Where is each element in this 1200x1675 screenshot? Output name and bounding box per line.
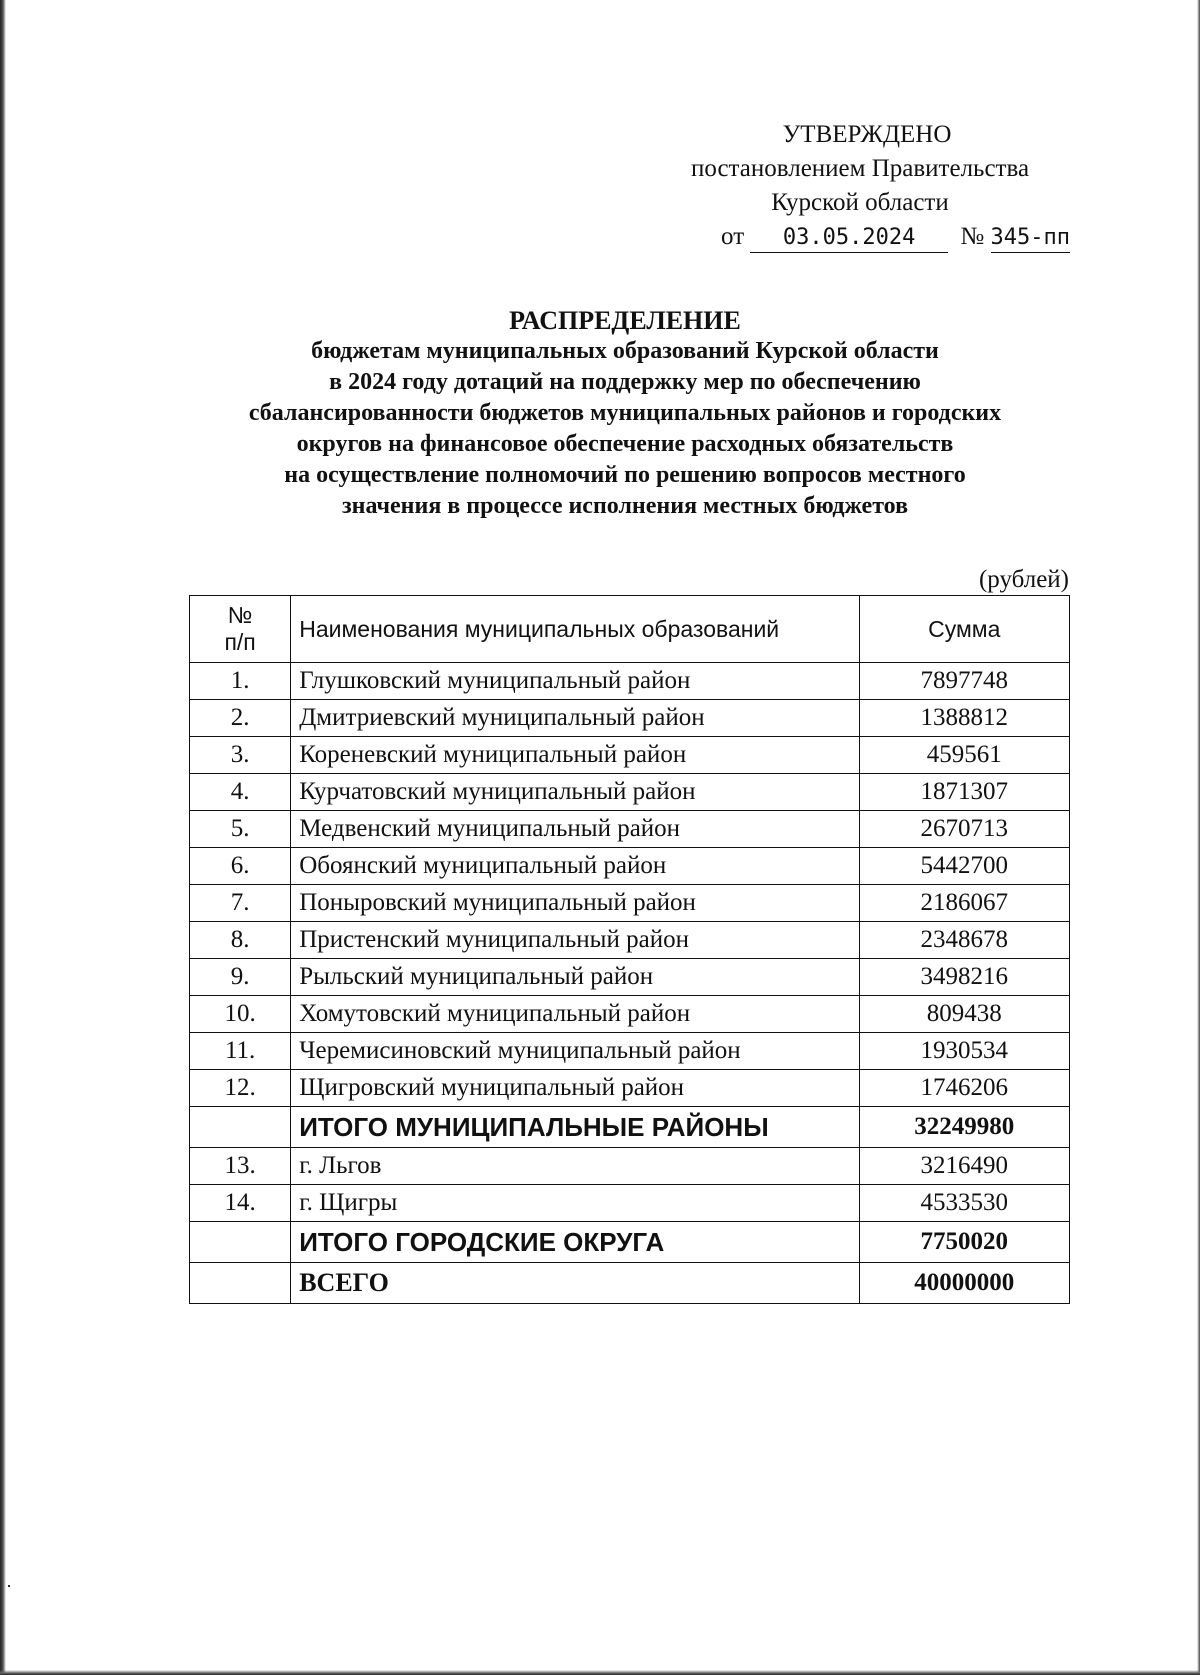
grand-total-row (190, 1263, 1070, 1304)
approval-issuer: постановлением Правительства (690, 155, 1030, 182)
row-name: г. Льгов (291, 1148, 859, 1185)
approval-date-line (640, 220, 1080, 254)
table-row (190, 885, 1070, 922)
row-number: 9. (190, 959, 291, 996)
title-line-4: округов на финансовое обеспечение расходных обязательств (296, 431, 954, 457)
row-sum: 5442700 (859, 848, 1070, 885)
row-sum: 809438 (859, 996, 1070, 1033)
scan-edge-bottom (0, 1670, 1200, 1675)
row-number: 6. (190, 848, 291, 885)
scan-edge-left (0, 0, 6, 1675)
row-name: Рыльский муниципальный район (291, 959, 859, 996)
table-row (190, 922, 1070, 959)
row-number: 7. (190, 885, 291, 922)
row-sum: 3216490 (859, 1148, 1070, 1185)
row-number: 3. (190, 737, 291, 774)
table-row (190, 737, 1070, 774)
table-row (190, 774, 1070, 811)
row-sum: 3498216 (859, 959, 1070, 996)
total-districts-row (190, 1107, 1070, 1148)
title-line-1: бюджетам муниципальных образований Курской области (311, 338, 939, 364)
total-cities-row (190, 1222, 1070, 1263)
document-title (130, 305, 1120, 522)
row-number: 10. (190, 996, 291, 1033)
row-number: 8. (190, 922, 291, 959)
approval-number: 345-пп (991, 224, 1070, 253)
row-name: Щигровский муниципальный район (291, 1070, 859, 1107)
total-districts-sum: 32249980 (859, 1107, 1070, 1148)
table-row (190, 959, 1070, 996)
title-line-5: на осуществление полномочий по решению вопросов местного (284, 462, 966, 488)
table-header-row (190, 596, 1070, 663)
table-row (190, 700, 1070, 737)
total-districts-number (190, 1107, 291, 1148)
header-number-sign: № (227, 602, 253, 628)
title-line-6: значения в процессе исполнения местных бюджетов (341, 493, 909, 519)
total-cities-number (190, 1222, 291, 1263)
header-name: Наименования муниципальных образований (291, 596, 859, 663)
row-name: Курчатовский муниципальный район (291, 774, 859, 811)
row-number: 5. (190, 811, 291, 848)
scan-speck (8, 1585, 10, 1587)
table-row (190, 1070, 1070, 1107)
row-number: 12. (190, 1070, 291, 1107)
row-name: Глушковский муниципальный район (291, 663, 859, 700)
row-name: Кореневский муниципальный район (291, 737, 859, 774)
row-name: Медвенский муниципальный район (291, 811, 859, 848)
approved-label: УТВЕРЖДЕНО (782, 121, 952, 148)
total-districts-label: ИТОГО МУНИЦИПАЛЬНЫЕ РАЙОНЫ (291, 1107, 859, 1148)
title-line-2: в 2024 году дотаций на поддержку мер по обеспечению (329, 369, 921, 395)
grand-total-label: ВСЕГО (291, 1263, 859, 1304)
row-name: Дмитриевский муниципальный район (291, 700, 859, 737)
row-sum: 1388812 (859, 700, 1070, 737)
row-name: Поныровский муниципальный район (291, 885, 859, 922)
grand-total-sum: 40000000 (859, 1263, 1070, 1304)
row-sum: 1746206 (859, 1070, 1070, 1107)
distribution-table (189, 595, 1070, 1304)
row-number: 11. (190, 1033, 291, 1070)
table-row (190, 1033, 1070, 1070)
row-sum: 2348678 (859, 922, 1070, 959)
row-sum: 1871307 (859, 774, 1070, 811)
date-prefix: от (721, 223, 745, 250)
table-row (190, 848, 1070, 885)
row-number: 13. (190, 1148, 291, 1185)
row-name: Черемисиновский муниципальный район (291, 1033, 859, 1070)
approval-stamp (640, 118, 1080, 254)
number-prefix: № (960, 223, 985, 250)
row-number: 14. (190, 1185, 291, 1222)
table-row (190, 996, 1070, 1033)
table-row (190, 1148, 1070, 1185)
row-sum: 2186067 (859, 885, 1070, 922)
title-heading: РАСПРЕДЕЛЕНИЕ (509, 306, 741, 335)
total-cities-label: ИТОГО ГОРОДСКИЕ ОКРУГА (291, 1222, 859, 1263)
row-name: Пристенский муниципальный район (291, 922, 859, 959)
table-row (190, 811, 1070, 848)
approval-date: 03.05.2024 (750, 224, 948, 253)
row-sum: 7897748 (859, 663, 1070, 700)
row-number: 1. (190, 663, 291, 700)
row-number: 2. (190, 700, 291, 737)
total-cities-sum: 7750020 (859, 1222, 1070, 1263)
header-number (190, 596, 291, 663)
grand-total-number (190, 1263, 291, 1304)
table-row (190, 1185, 1070, 1222)
row-name: Хомутовский муниципальный район (291, 996, 859, 1033)
header-sum: Сумма (859, 596, 1070, 663)
row-sum: 2670713 (859, 811, 1070, 848)
row-name: г. Щигры (291, 1185, 859, 1222)
row-sum: 459561 (859, 737, 1070, 774)
approval-region: Курской области (771, 189, 949, 216)
row-sum: 1930534 (859, 1033, 1070, 1070)
currency-unit: (рублей) (978, 566, 1069, 593)
row-number: 4. (190, 774, 291, 811)
table-row (190, 663, 1070, 700)
header-number-label: п/п (224, 629, 256, 655)
title-line-3: сбалансированности бюджетов муниципальных районов и городских (248, 400, 1002, 426)
row-sum: 4533530 (859, 1185, 1070, 1222)
row-name: Обоянский муниципальный район (291, 848, 859, 885)
